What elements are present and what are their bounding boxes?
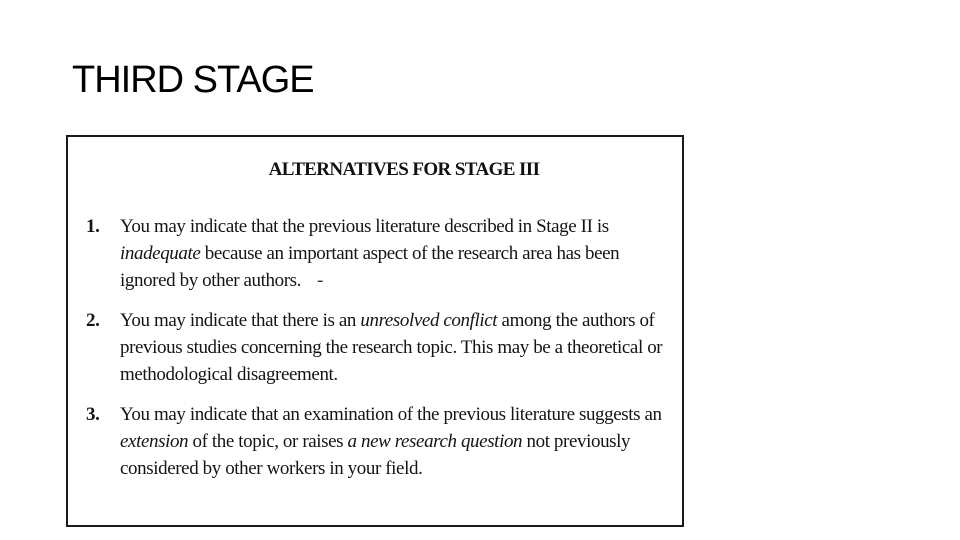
item-text-emphasis: unresolved conflict [360, 310, 498, 331]
item-text [120, 216, 619, 291]
item-text-run: of the topic, or raises [188, 431, 348, 452]
item-text-emphasis: extension [120, 431, 189, 452]
slide-title: THIRD STAGE [72, 59, 314, 101]
item-text [120, 310, 662, 385]
alternatives-box [66, 135, 684, 527]
item-text-run: because an important aspect of the research area has been ignored by other authors. [120, 243, 620, 291]
item-number: 1. [86, 216, 100, 237]
item-text-emphasis: inadequate [120, 243, 201, 264]
item-number: 2. [86, 310, 100, 331]
item-text-run: among the authors of previous studies concerning the research topic. This may be a theoretical or methodological disagreement. [120, 310, 663, 385]
alternatives-list [86, 213, 676, 482]
item-text-run: You may indicate that the previous literature described in Stage II is [120, 216, 609, 237]
list-item [86, 401, 676, 482]
item-number: 3. [86, 404, 100, 425]
item-text-emphasis: a new research question [347, 431, 523, 452]
trailing-mark: - [317, 270, 323, 291]
box-heading: ALTERNATIVES FOR STAGE III [268, 159, 540, 180]
list-item [86, 307, 676, 388]
item-text-run: You may indicate that an examination of the previous literature suggests an [120, 404, 662, 425]
item-text-run: not previously considered by other workers in your field. [120, 431, 631, 479]
item-text-run: You may indicate that there is an [120, 310, 361, 331]
list-item [86, 213, 676, 294]
item-text [120, 404, 662, 479]
